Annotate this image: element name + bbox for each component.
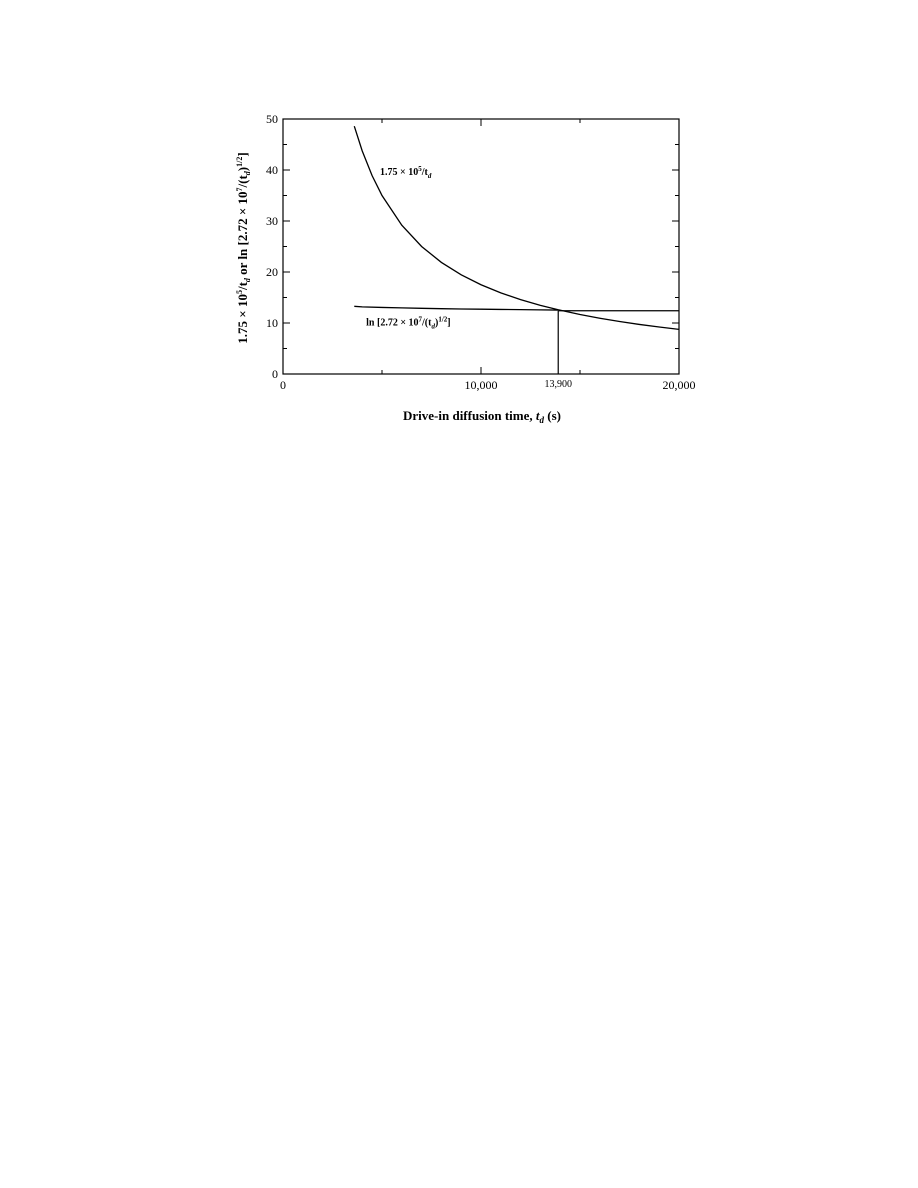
series — [354, 126, 679, 329]
x-tick-label: 0 — [280, 378, 286, 392]
curve-label-reciprocal: $1.75 \times 10^5/t_d$ — [380, 165, 432, 181]
y-tick-label: 0 — [272, 367, 278, 381]
reference-lines — [558, 311, 679, 374]
series-line-log — [354, 306, 558, 310]
axes — [283, 119, 679, 374]
intersection-x-label: 13,900 — [544, 379, 572, 390]
x-tick-label: 10,000 — [464, 378, 498, 392]
y-axis-title: $1.75 \times 10^5/t_d$ or $\ln [2.72 \times 10^7/(t_d)^{1/2}]$ — [235, 152, 252, 344]
curve-label-log: $\ln [2.72 \times 10^7/(t_d)^{1/2}]$ — [366, 315, 451, 331]
y-tick-label: 30 — [266, 214, 278, 228]
x-tick-label: 20,000 — [662, 378, 696, 392]
series-line-reciprocal — [354, 126, 679, 329]
ticks — [266, 112, 696, 392]
y-tick-label: 20 — [266, 265, 278, 279]
y-tick-label: 10 — [266, 316, 278, 330]
plot-frame — [283, 119, 679, 374]
x-axis-title: Drive-in diffusion time, $t_d$ (s) — [403, 408, 561, 425]
y-tick-label: 40 — [266, 163, 278, 177]
y-tick-label: 50 — [266, 112, 278, 126]
